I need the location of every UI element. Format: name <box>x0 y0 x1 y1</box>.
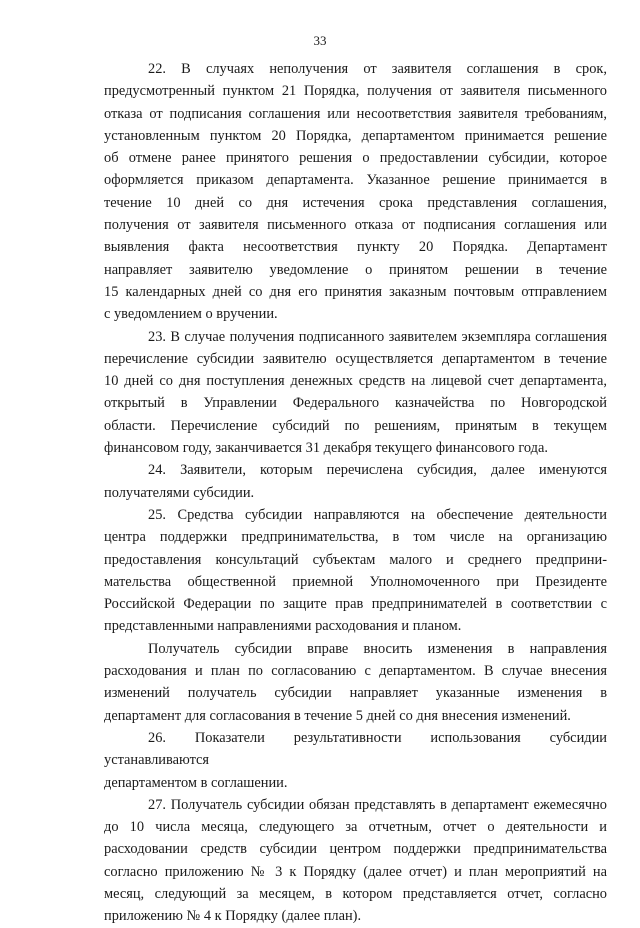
text-line: установленным пунктом 20 Порядка, департаментом принимается решение <box>104 127 607 144</box>
text-line: 24. Заявители, которым перечислена субсидия, далее именуются <box>148 462 607 479</box>
text-line: открытый в Управлении Федерального казначейства по Новгородской <box>104 395 607 412</box>
text-line: 26. Показатели результативности использования субсидии устанавливаются <box>104 729 607 769</box>
text-line: об отмене ранее принятого решения о предоставлении субсидии, которое <box>104 150 607 167</box>
text-line: с уведомлением о вручении. <box>104 306 278 323</box>
paragraph-p27 <box>104 794 607 928</box>
text-line: изменений получатель субсидии направляет указанные изменения в <box>104 685 607 702</box>
text-line: расходовании средств субсидии центром поддержки предпринимательства <box>104 841 607 858</box>
text-line: центра поддержки предпринимательства, в том числе на организацию <box>104 529 607 546</box>
text-line: месяц, следующий за месяцем, в котором представляется отчет, согласно <box>104 885 607 902</box>
paragraph-p25 <box>104 504 607 638</box>
text-line: 10 дней со дня поступления денежных средств на лицевой счет департамента, <box>104 373 607 390</box>
paragraph-p22 <box>104 58 607 326</box>
paragraph-p24 <box>104 459 607 504</box>
text-line: получателями субсидии. <box>104 484 255 501</box>
text-line: представленными направлениями расходования и планом. <box>104 618 462 635</box>
text-line: области. Перечисление субсидий по решениям, принятым в текущем <box>104 417 607 434</box>
text-line: Российской Федерации по защите прав предпринимателей в соответствии с <box>104 596 607 613</box>
text-line: 25. Средства субсидии направляются на обеспечение деятельности <box>148 506 607 523</box>
text-line: предусмотренный пунктом 21 Порядка, получения от заявителя письменного <box>104 83 607 100</box>
text-line: оформляется приказом департамента. Указанное решение принимается в <box>104 172 607 189</box>
text-line: получения от заявителя письменного отказа от подписания соглашения или <box>104 217 607 234</box>
text-line: отказа от подписания соглашения или несоответствия заявителя требованиям, <box>104 105 607 122</box>
text-line: предоставления консультаций субъектам малого и среднего предприни- <box>104 551 607 568</box>
text-line: выявления факта несоответствия пункту 20 Порядка. Департамент <box>104 239 607 256</box>
document-body <box>104 58 607 928</box>
text-line: 27. Получатель субсидии обязан представлять в департамент ежемесячно <box>148 796 607 813</box>
text-line: расходования и план по согласованию с департаментом. В случае внесения <box>104 663 607 680</box>
text-line: 23. В случае получения подписанного заявителем экземпляра соглашения <box>148 328 607 345</box>
text-line: приложению № 4 к Порядку (далее план). <box>104 908 362 925</box>
text-line: до 10 числа месяца, следующего за отчетным, отчет о деятельности и <box>104 819 607 836</box>
paragraph-p23 <box>104 326 607 460</box>
text-line: департамент для согласования в течение 5 дней со дня внесения изменений. <box>104 707 571 724</box>
text-line: Получатель субсидии вправе вносить изменения в направления <box>148 640 607 657</box>
text-line: согласно приложению № 3 к Порядку (далее отчет) и план мероприятий на <box>104 863 607 880</box>
text-line: финансовом году, заканчивается 31 декабря текущего финансового года. <box>104 440 548 457</box>
text-line: 22. В случаях неполучения от заявителя соглашения в срок, <box>148 61 607 77</box>
text-line: департаментом в соглашении. <box>104 774 288 791</box>
text-line: направляет заявителю уведомление о принятом решении в течение <box>104 261 607 278</box>
text-line: течение 10 дней со дня истечения срока представления соглашения, <box>104 194 607 211</box>
page-number: 33 <box>313 33 327 48</box>
paragraph-p26 <box>104 727 607 794</box>
text-line: 15 календарных дней со дня его принятия заказным почтовым отправлением <box>104 283 607 300</box>
text-line: перечисление субсидии заявителю осуществляется департаментом в течение <box>104 350 607 367</box>
text-line: мательства общественной приемной Уполномоченного при Президенте <box>104 573 607 590</box>
paragraph-p25b <box>104 638 607 727</box>
